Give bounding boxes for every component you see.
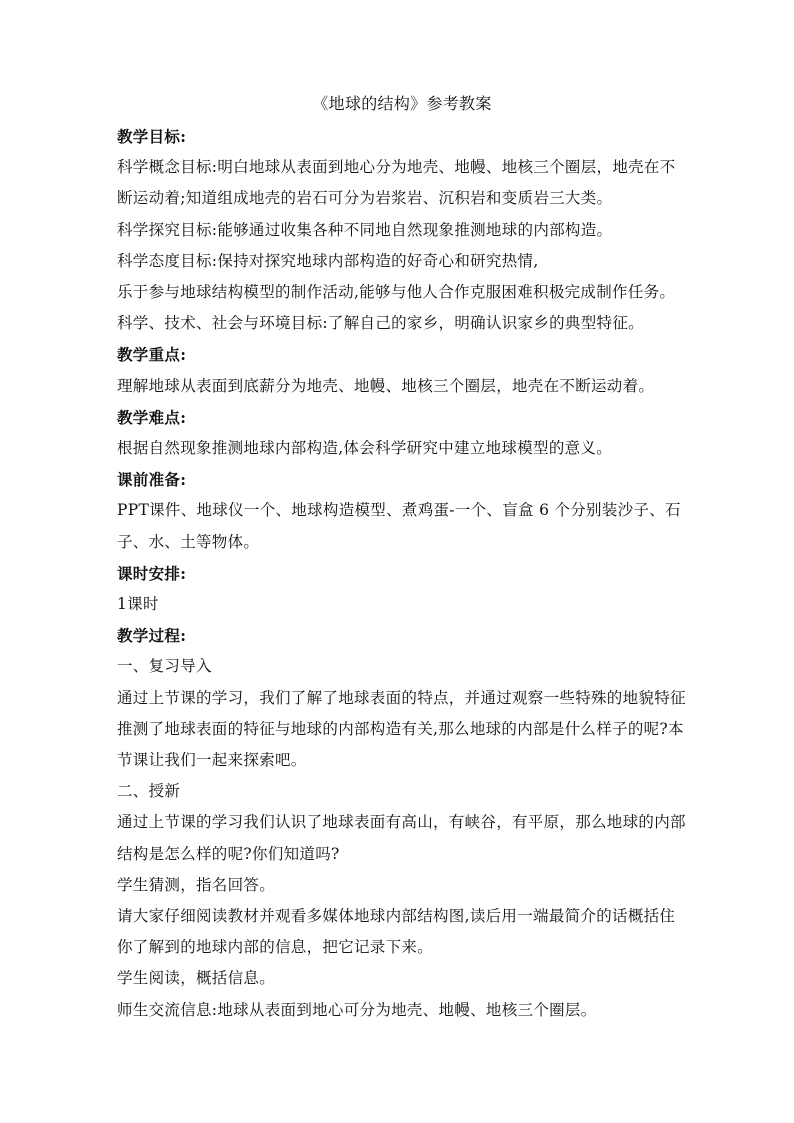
process-new-heading: 二、授新 [117, 782, 181, 801]
goal-attitude-cont: 乐于参与地球结构模型的制作活动,能够与他人合作克服困难积极完成制作任务。 [117, 283, 676, 302]
process-review-text: 通过上节课的学习，我们了解了地球表面的特点，并通过观察一些特殊的地貌特征推测了地球表面的特征与地球的内部构造有关,那么地球的内部是什么样子的呢?本节课让我们一起来探索吧。 [117, 688, 686, 770]
process-new-text-2: 学生猜测，指名回答。 [117, 875, 276, 894]
preparation-heading: 课前准备: [117, 470, 187, 490]
process-new-text-4: 学生阅读，概括信息。 [117, 969, 276, 988]
process-heading: 教学过程: [117, 626, 187, 646]
process-review-heading: 一、复习导入 [117, 657, 212, 676]
goal-inquiry: 科学探究目标:能够通过收集各种不同地自然现象推测地球的内部构造。 [117, 220, 613, 239]
goal-sts: 科学、技术、社会与环境目标:了解自己的家乡，明确认识家乡的典型特征。 [117, 314, 644, 333]
goal-concept: 科学概念目标:明白地球从表面到地心分为地壳、地幔、地核三个圈层，地壳在不断运动着;知道组成地壳的岩石可分为岩浆岩、沉积岩和变质岩三大类。 [117, 158, 676, 208]
process-new-text-5: 师生交流信息:地球从表面到地心可分为地壳、地幔、地核三个圈层。 [117, 1000, 597, 1019]
schedule-text: 1课时 [117, 595, 159, 614]
document-title: 《地球的结构》参考教案 [312, 94, 492, 113]
difficulties-heading: 教学难点: [117, 407, 187, 427]
goals-heading: 教学目标: [117, 127, 187, 146]
key-points-text: 理解地球从表面到底薪分为地壳、地幔、地核三个圈层，地壳在不断运动着。 [117, 376, 655, 395]
key-points-heading: 教学重点: [117, 345, 187, 365]
schedule-heading: 课时安排: [117, 563, 187, 583]
goal-attitude: 科学态度目标:保持对探究地球内部构造的好奇心和研究热情, [117, 251, 539, 270]
process-new-text-1: 通过上节课的学习我们认识了地球表面有高山，有峡谷，有平原，那么地球的内部结构是怎么样的呢?你们知道吗? [117, 813, 686, 863]
process-new-text-3: 请大家仔细阅读教材并观看多媒体地球内部结构图,读后用一端最简介的话概括住你了解到的地球内部的信息，把它记录下来。 [117, 907, 676, 957]
lesson-plan-body [117, 88, 687, 1026]
preparation-text: PPT课件、地球仪一个、地球构造模型、煮鸡蛋-一个、盲盒 6 个分别装沙子、石子、水、土等物体。 [117, 501, 681, 551]
difficulties-text: 根据自然现象推测地球内部构造,体会科学研究中建立地球模型的意义。 [117, 439, 613, 458]
